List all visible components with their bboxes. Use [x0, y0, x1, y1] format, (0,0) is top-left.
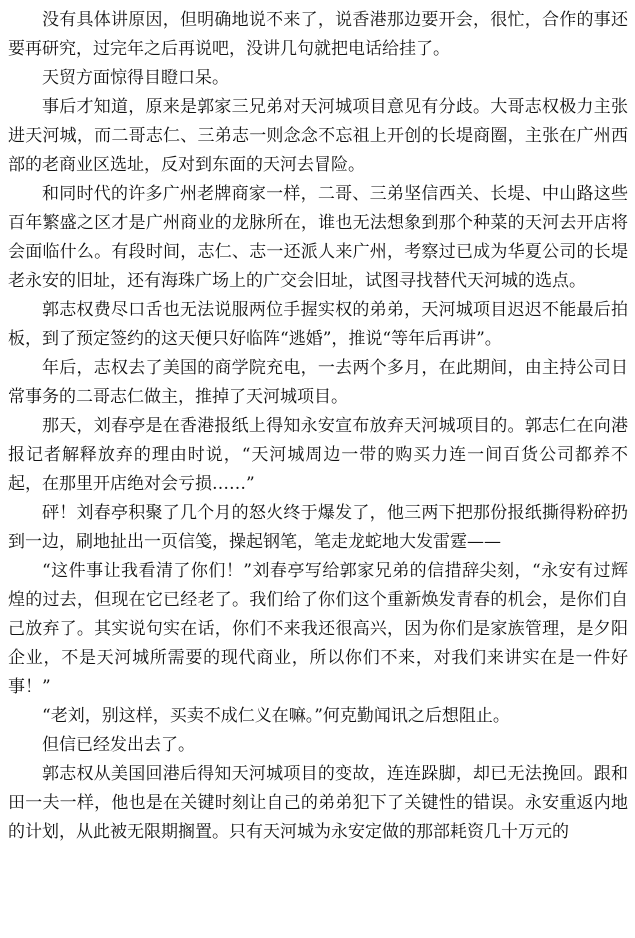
paragraph-9: “这件事让我看清了你们！”刘春亭写给郭家兄弟的信措辞尖刻，“永安有过辉煌的过去，但现在它已经老了。我们给了你们这个重新焕发青春的机会，是你们自己放弃了。其实说句实在话，你们不来我还很高兴，因为你们是家族管理，是夕阳企业，不是天河城所需要的现代商业，所以你们不来，对我们来讲实在是一件好事！” — [8, 561, 628, 697]
paragraph-2: 天贸方面惊得目瞪口呆。 — [42, 68, 229, 88]
paragraph-3: 事后才知道，原来是郭家三兄弟对天河城项目意见有分歧。大哥志权极力主张进天河城，而二哥志仁、三弟志一则念念不忘祖上开创的长堤商圈，主张在广州西部的老商业区选址，反对到东面的天河去冒险。 — [8, 97, 628, 175]
paragraph-1: 没有具体讲原因，但明确地说不来了，说香港那边要开会，很忙，合作的事还要再研究，过完年之后再说吧，没讲几句就把电话给挂了。 — [8, 10, 628, 59]
paragraph-6: 年后，志权去了美国的商学院充电，一去两个多月，在此期间，由主持公司日常事务的二哥志仁做主，推掉了天河城项目。 — [8, 358, 628, 407]
paragraph-7: 那天，刘春亭是在香港报纸上得知永安宣布放弃天河城项目的。郭志仁在向港报记者解释放弃的理由时说，“天河城周边一带的购买力连一间百货公司都养不起，在那里开店绝对会亏损……” — [8, 416, 628, 494]
paragraph-8: 砰！刘春亭积聚了几个月的怒火终于爆发了，他三两下把那份报纸撕得粉碎扔到一边，刷地扯出一页信笺，操起钢笔，笔走龙蛇地大发雷霆—— — [8, 503, 628, 552]
paragraph-5: 郭志权费尽口舌也无法说服两位手握实权的弟弟，天河城项目迟迟不能最后拍板，到了预定签约的这天便只好临阵“逃婚”，推说“等年后再讲”。 — [8, 300, 628, 349]
document-page — [8, 6, 628, 847]
paragraph-10: “老刘，别这样，买卖不成仁义在嘛。”何克勤闻讯之后想阻止。 — [42, 706, 510, 726]
paragraph-12: 郭志权从美国回港后得知天河城项目的变故，连连跺脚，却已无法挽回。跟和田一夫一样，他也是在关键时刻让自己的弟弟犯下了关键性的错误。永安重返内地的计划，从此被无限期搁置。只有天河城为永安定做的那部耗资几十万元的 — [8, 764, 628, 842]
paragraph-11: 但信已经发出去了。 — [42, 735, 195, 755]
paragraph-4: 和同时代的许多广州老牌商家一样，二哥、三弟坚信西关、长堤、中山路这些百年繁盛之区才是广州商业的龙脉所在，谁也无法想象到那个种菜的天河去开店将会面临什么。有段时间，志仁、志一还派人来广州，考察过已成为华夏公司的长堤老永安的旧址，还有海珠广场上的广交会旧址，试图寻找替代天河城的选点。 — [8, 184, 628, 291]
